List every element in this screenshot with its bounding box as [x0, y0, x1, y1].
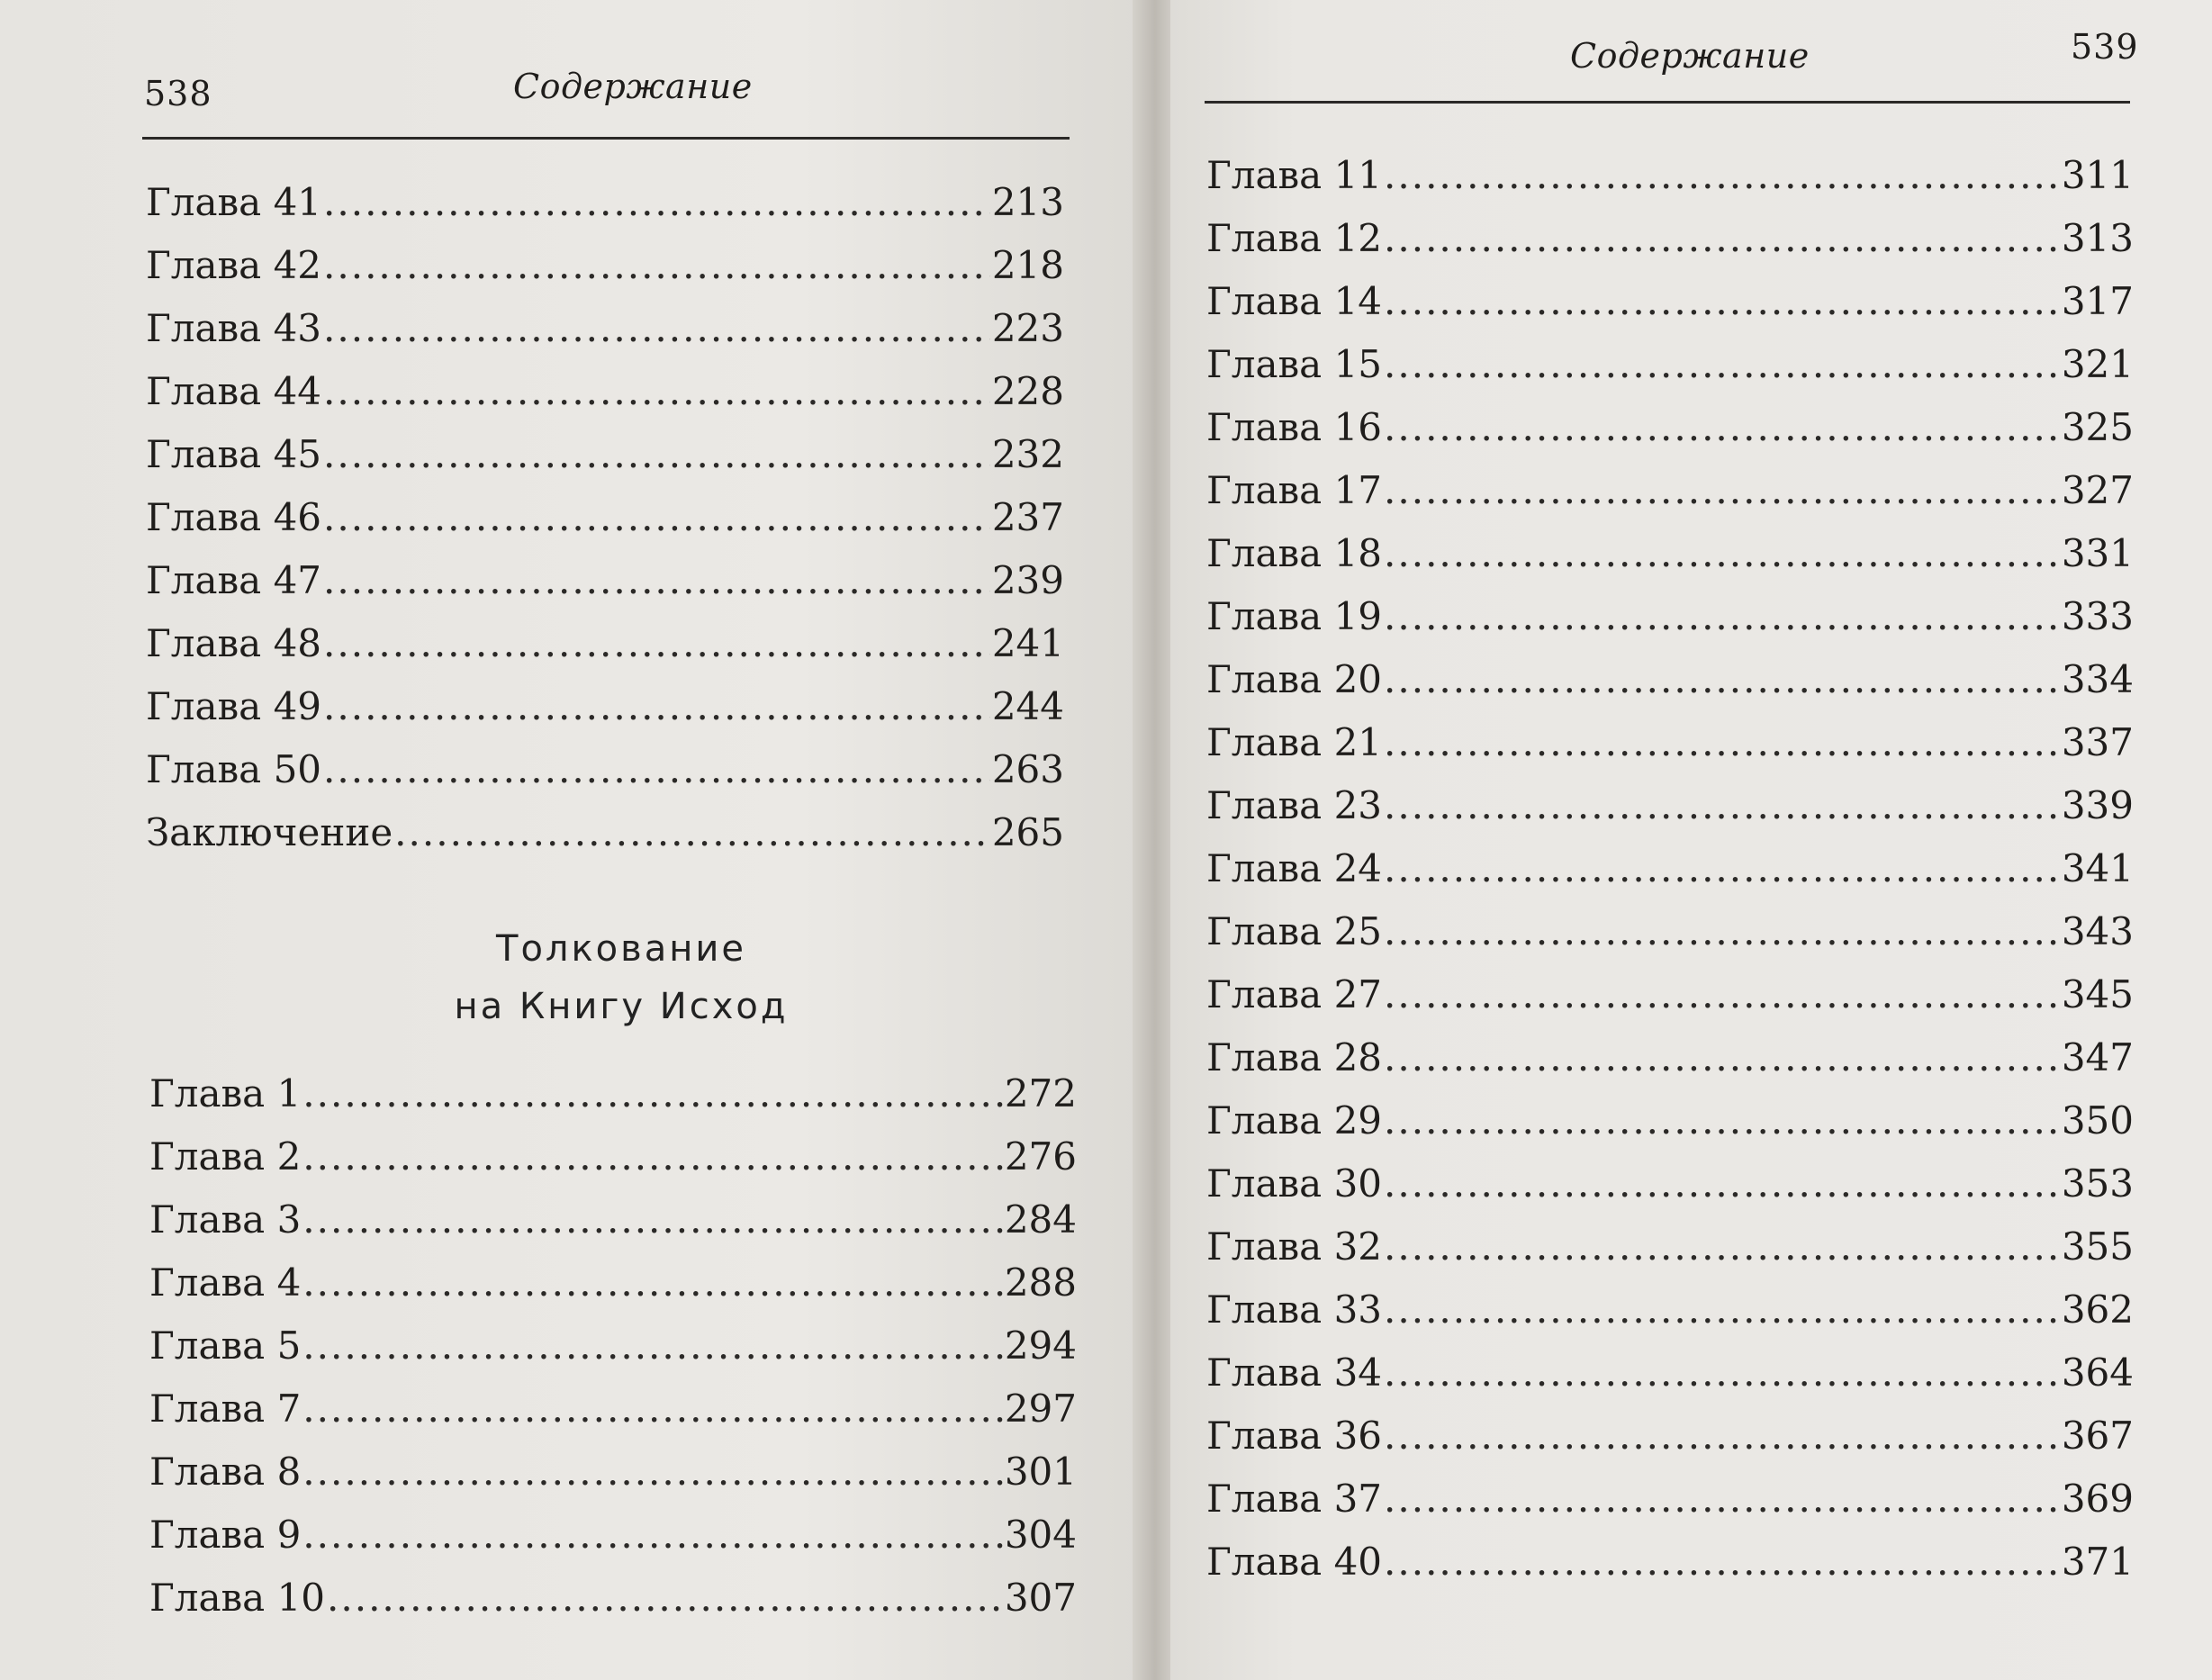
toc-entry-page: 364 — [2061, 1350, 2134, 1395]
toc-entry — [1206, 1531, 2134, 1594]
dot-leader — [1384, 648, 2060, 711]
dot-leader — [323, 423, 990, 486]
toc-entry-page: 345 — [2061, 972, 2134, 1016]
toc-entry — [1206, 333, 2134, 396]
toc-entry-label: Глава 7 — [149, 1386, 302, 1431]
toc-entry — [149, 1125, 1077, 1188]
dot-leader — [1384, 333, 2060, 396]
toc-entry — [1206, 1405, 2134, 1468]
toc-entry — [146, 738, 1064, 801]
dot-leader — [1384, 1152, 2060, 1215]
toc-entry — [1206, 207, 2134, 270]
toc-entry — [1206, 1341, 2134, 1405]
toc-entry-label: Глава 30 — [1206, 1161, 1383, 1206]
dot-leader — [302, 1314, 1003, 1377]
toc-entry-page: 239 — [991, 558, 1064, 602]
toc-entry-page: 297 — [1004, 1386, 1077, 1431]
toc-entry-page: 244 — [991, 684, 1064, 728]
toc-entry-page: 294 — [1004, 1323, 1077, 1368]
dot-leader — [1384, 711, 2060, 774]
dot-leader — [1384, 1026, 2060, 1089]
dot-leader — [323, 297, 990, 360]
section-heading-line2: на Книгу Исход — [454, 986, 789, 1027]
toc-entry-page: 331 — [2061, 531, 2134, 575]
toc-entry-page: 276 — [1004, 1134, 1077, 1179]
toc-entry — [1206, 396, 2134, 459]
toc-entry-label: Глава 47 — [146, 558, 322, 602]
page-number-left: 538 — [144, 74, 212, 113]
toc-entry — [1206, 144, 2134, 207]
toc-entry-page: 265 — [991, 810, 1064, 854]
toc-entry-page: 343 — [2061, 909, 2134, 953]
toc-entry — [1206, 837, 2134, 900]
toc-entry — [146, 234, 1064, 297]
toc-entry — [146, 423, 1064, 486]
toc-entry-label: Глава 49 — [146, 684, 322, 728]
toc-entry-page: 304 — [1004, 1513, 1077, 1557]
toc-entry-label: Глава 2 — [149, 1134, 302, 1179]
toc-entry — [149, 1441, 1077, 1504]
toc-entry — [149, 1504, 1077, 1567]
toc-entry — [146, 486, 1064, 549]
dot-leader — [302, 1251, 1003, 1314]
dot-leader — [1384, 459, 2060, 522]
toc-entry — [146, 171, 1064, 234]
toc-entry-label: Глава 3 — [149, 1197, 302, 1242]
dot-leader — [1384, 1341, 2060, 1405]
section-heading — [378, 920, 864, 1035]
toc-entry-page: 337 — [2061, 720, 2134, 764]
dot-leader — [323, 675, 990, 738]
toc-entry-page: 272 — [1004, 1071, 1077, 1115]
toc-entry-page: 341 — [2061, 846, 2134, 890]
dot-leader — [302, 1441, 1003, 1504]
toc-entry — [1206, 270, 2134, 333]
toc-entry-label: Глава 10 — [149, 1576, 326, 1620]
dot-leader — [1384, 1215, 2060, 1278]
toc-entry — [1206, 459, 2134, 522]
toc-entry-label: Глава 24 — [1206, 846, 1383, 890]
dot-leader — [323, 738, 990, 801]
toc-entry-page: 228 — [991, 369, 1064, 413]
toc-entry-page: 321 — [2061, 342, 2134, 386]
toc-entry-page: 218 — [991, 243, 1064, 287]
dot-leader — [327, 1567, 1003, 1630]
dot-leader — [323, 360, 990, 423]
toc-entry-page: 241 — [991, 621, 1064, 665]
dot-leader — [1384, 144, 2060, 207]
toc-entry-page: 327 — [2061, 468, 2134, 512]
toc-entry-page: 307 — [1004, 1576, 1077, 1620]
dot-leader — [1384, 1278, 2060, 1341]
toc-entry — [149, 1062, 1077, 1125]
toc-entry-label: Глава 37 — [1206, 1477, 1383, 1521]
toc-entry-label: Глава 29 — [1206, 1098, 1383, 1143]
dot-leader — [1384, 270, 2060, 333]
dot-leader — [1384, 1089, 2060, 1152]
toc-entry-page: 237 — [991, 495, 1064, 539]
toc-entry-page: 353 — [2061, 1161, 2134, 1206]
toc-entry-page: 232 — [991, 432, 1064, 476]
toc-list-left-bottom — [149, 1062, 1077, 1630]
toc-entry-label: Глава 4 — [149, 1260, 302, 1305]
toc-entry-label: Глава 5 — [149, 1323, 302, 1368]
toc-entry — [146, 612, 1064, 675]
toc-entry — [1206, 774, 2134, 837]
toc-entry — [1206, 1215, 2134, 1278]
dot-leader — [1384, 837, 2060, 900]
toc-list-right — [1206, 144, 2134, 1594]
toc-entry-label: Глава 43 — [146, 306, 322, 350]
toc-entry — [1206, 1026, 2134, 1089]
toc-entry-page: 213 — [991, 180, 1064, 224]
dot-leader — [1384, 585, 2060, 648]
toc-entry-label: Глава 16 — [1206, 405, 1383, 449]
toc-entry-label: Глава 32 — [1206, 1224, 1383, 1269]
dot-leader — [1384, 1531, 2060, 1594]
dot-leader — [1384, 522, 2060, 585]
dot-leader — [323, 612, 990, 675]
dot-leader — [302, 1377, 1003, 1441]
toc-entry-label: Глава 14 — [1206, 279, 1383, 323]
toc-entry-page: 350 — [2061, 1098, 2134, 1143]
dot-leader — [323, 234, 990, 297]
toc-entry — [149, 1377, 1077, 1441]
toc-entry-label: Глава 34 — [1206, 1350, 1383, 1395]
toc-entry-label: Глава 33 — [1206, 1287, 1383, 1332]
toc-entry-page: 362 — [2061, 1287, 2134, 1332]
toc-entry-label: Глава 40 — [1206, 1540, 1383, 1584]
page-number-right: 539 — [2071, 27, 2139, 67]
dot-leader — [323, 171, 990, 234]
toc-entry — [146, 360, 1064, 423]
dot-leader — [302, 1504, 1003, 1567]
toc-entry-label: Глава 17 — [1206, 468, 1383, 512]
toc-entry-label: Глава 20 — [1206, 657, 1383, 701]
toc-entry-page: 313 — [2061, 216, 2134, 260]
section-heading-line1: Толкование — [496, 928, 746, 970]
header-rule-left — [142, 137, 1070, 140]
toc-entry-label: Глава 48 — [146, 621, 322, 665]
toc-entry — [1206, 648, 2134, 711]
toc-entry-page: 367 — [2061, 1414, 2134, 1458]
dot-leader — [1384, 963, 2060, 1026]
toc-list-left-top — [146, 171, 1064, 864]
dot-leader — [302, 1188, 1003, 1251]
toc-entry-label: Глава 27 — [1206, 972, 1383, 1016]
dot-leader — [323, 486, 990, 549]
toc-entry-label: Глава 12 — [1206, 216, 1383, 260]
header-rule-right — [1205, 101, 2130, 104]
toc-entry — [146, 549, 1064, 612]
toc-entry-label: Глава 45 — [146, 432, 322, 476]
toc-entry-label: Глава 28 — [1206, 1035, 1383, 1079]
toc-entry-page: 355 — [2061, 1224, 2134, 1269]
toc-entry-label: Глава 46 — [146, 495, 322, 539]
toc-entry-page: 288 — [1004, 1260, 1077, 1305]
toc-entry-label: Глава 9 — [149, 1513, 302, 1557]
dot-leader — [1384, 207, 2060, 270]
toc-entry-label: Глава 15 — [1206, 342, 1383, 386]
toc-entry — [149, 1188, 1077, 1251]
toc-entry-label: Глава 1 — [149, 1071, 302, 1115]
dot-leader — [1384, 1468, 2060, 1531]
toc-entry-page: 301 — [1004, 1450, 1077, 1494]
toc-entry-label: Глава 8 — [149, 1450, 302, 1494]
toc-entry-label: Глава 19 — [1206, 594, 1383, 638]
toc-entry — [1206, 900, 2134, 963]
dot-leader — [1384, 396, 2060, 459]
toc-entry — [149, 1251, 1077, 1314]
toc-entry — [1206, 963, 2134, 1026]
toc-entry — [1206, 1089, 2134, 1152]
toc-entry-page: 369 — [2061, 1477, 2134, 1521]
dot-leader — [1384, 774, 2060, 837]
dot-leader — [1384, 900, 2060, 963]
toc-entry — [1206, 1278, 2134, 1341]
toc-entry-label: Глава 36 — [1206, 1414, 1383, 1458]
dot-leader — [302, 1125, 1003, 1188]
toc-entry-label: Глава 41 — [146, 180, 322, 224]
toc-entry-page: 263 — [991, 747, 1064, 791]
toc-entry-label: Глава 11 — [1206, 153, 1383, 197]
toc-entry — [1206, 522, 2134, 585]
running-head-left: Содержание — [513, 67, 753, 106]
toc-entry — [146, 675, 1064, 738]
toc-entry-page: 333 — [2061, 594, 2134, 638]
toc-entry — [146, 801, 1064, 864]
toc-entry-page: 317 — [2061, 279, 2134, 323]
toc-entry-label: Заключение — [146, 810, 393, 854]
toc-entry — [1206, 1468, 2134, 1531]
toc-entry-page: 334 — [2061, 657, 2134, 701]
toc-entry-label: Глава 18 — [1206, 531, 1383, 575]
toc-entry-label: Глава 44 — [146, 369, 322, 413]
right-page — [1170, 0, 2212, 1680]
toc-entry-label: Глава 50 — [146, 747, 322, 791]
toc-entry-label: Глава 23 — [1206, 783, 1383, 827]
toc-entry-label: Глава 21 — [1206, 720, 1383, 764]
toc-entry-page: 311 — [2061, 153, 2134, 197]
running-head-right: Содержание — [1570, 36, 1810, 76]
toc-entry — [1206, 585, 2134, 648]
dot-leader — [394, 801, 990, 864]
toc-entry-page: 339 — [2061, 783, 2134, 827]
toc-entry-page: 347 — [2061, 1035, 2134, 1079]
toc-entry — [149, 1567, 1077, 1630]
dot-leader — [1384, 1405, 2060, 1468]
toc-entry-page: 371 — [2061, 1540, 2134, 1584]
toc-entry — [146, 297, 1064, 360]
toc-entry — [149, 1314, 1077, 1377]
dot-leader — [302, 1062, 1003, 1125]
dot-leader — [323, 549, 990, 612]
toc-entry-page: 284 — [1004, 1197, 1077, 1242]
toc-entry-label: Глава 25 — [1206, 909, 1383, 953]
toc-entry-page: 325 — [2061, 405, 2134, 449]
toc-entry — [1206, 711, 2134, 774]
toc-entry-label: Глава 42 — [146, 243, 322, 287]
toc-entry-page: 223 — [991, 306, 1064, 350]
toc-entry — [1206, 1152, 2134, 1215]
